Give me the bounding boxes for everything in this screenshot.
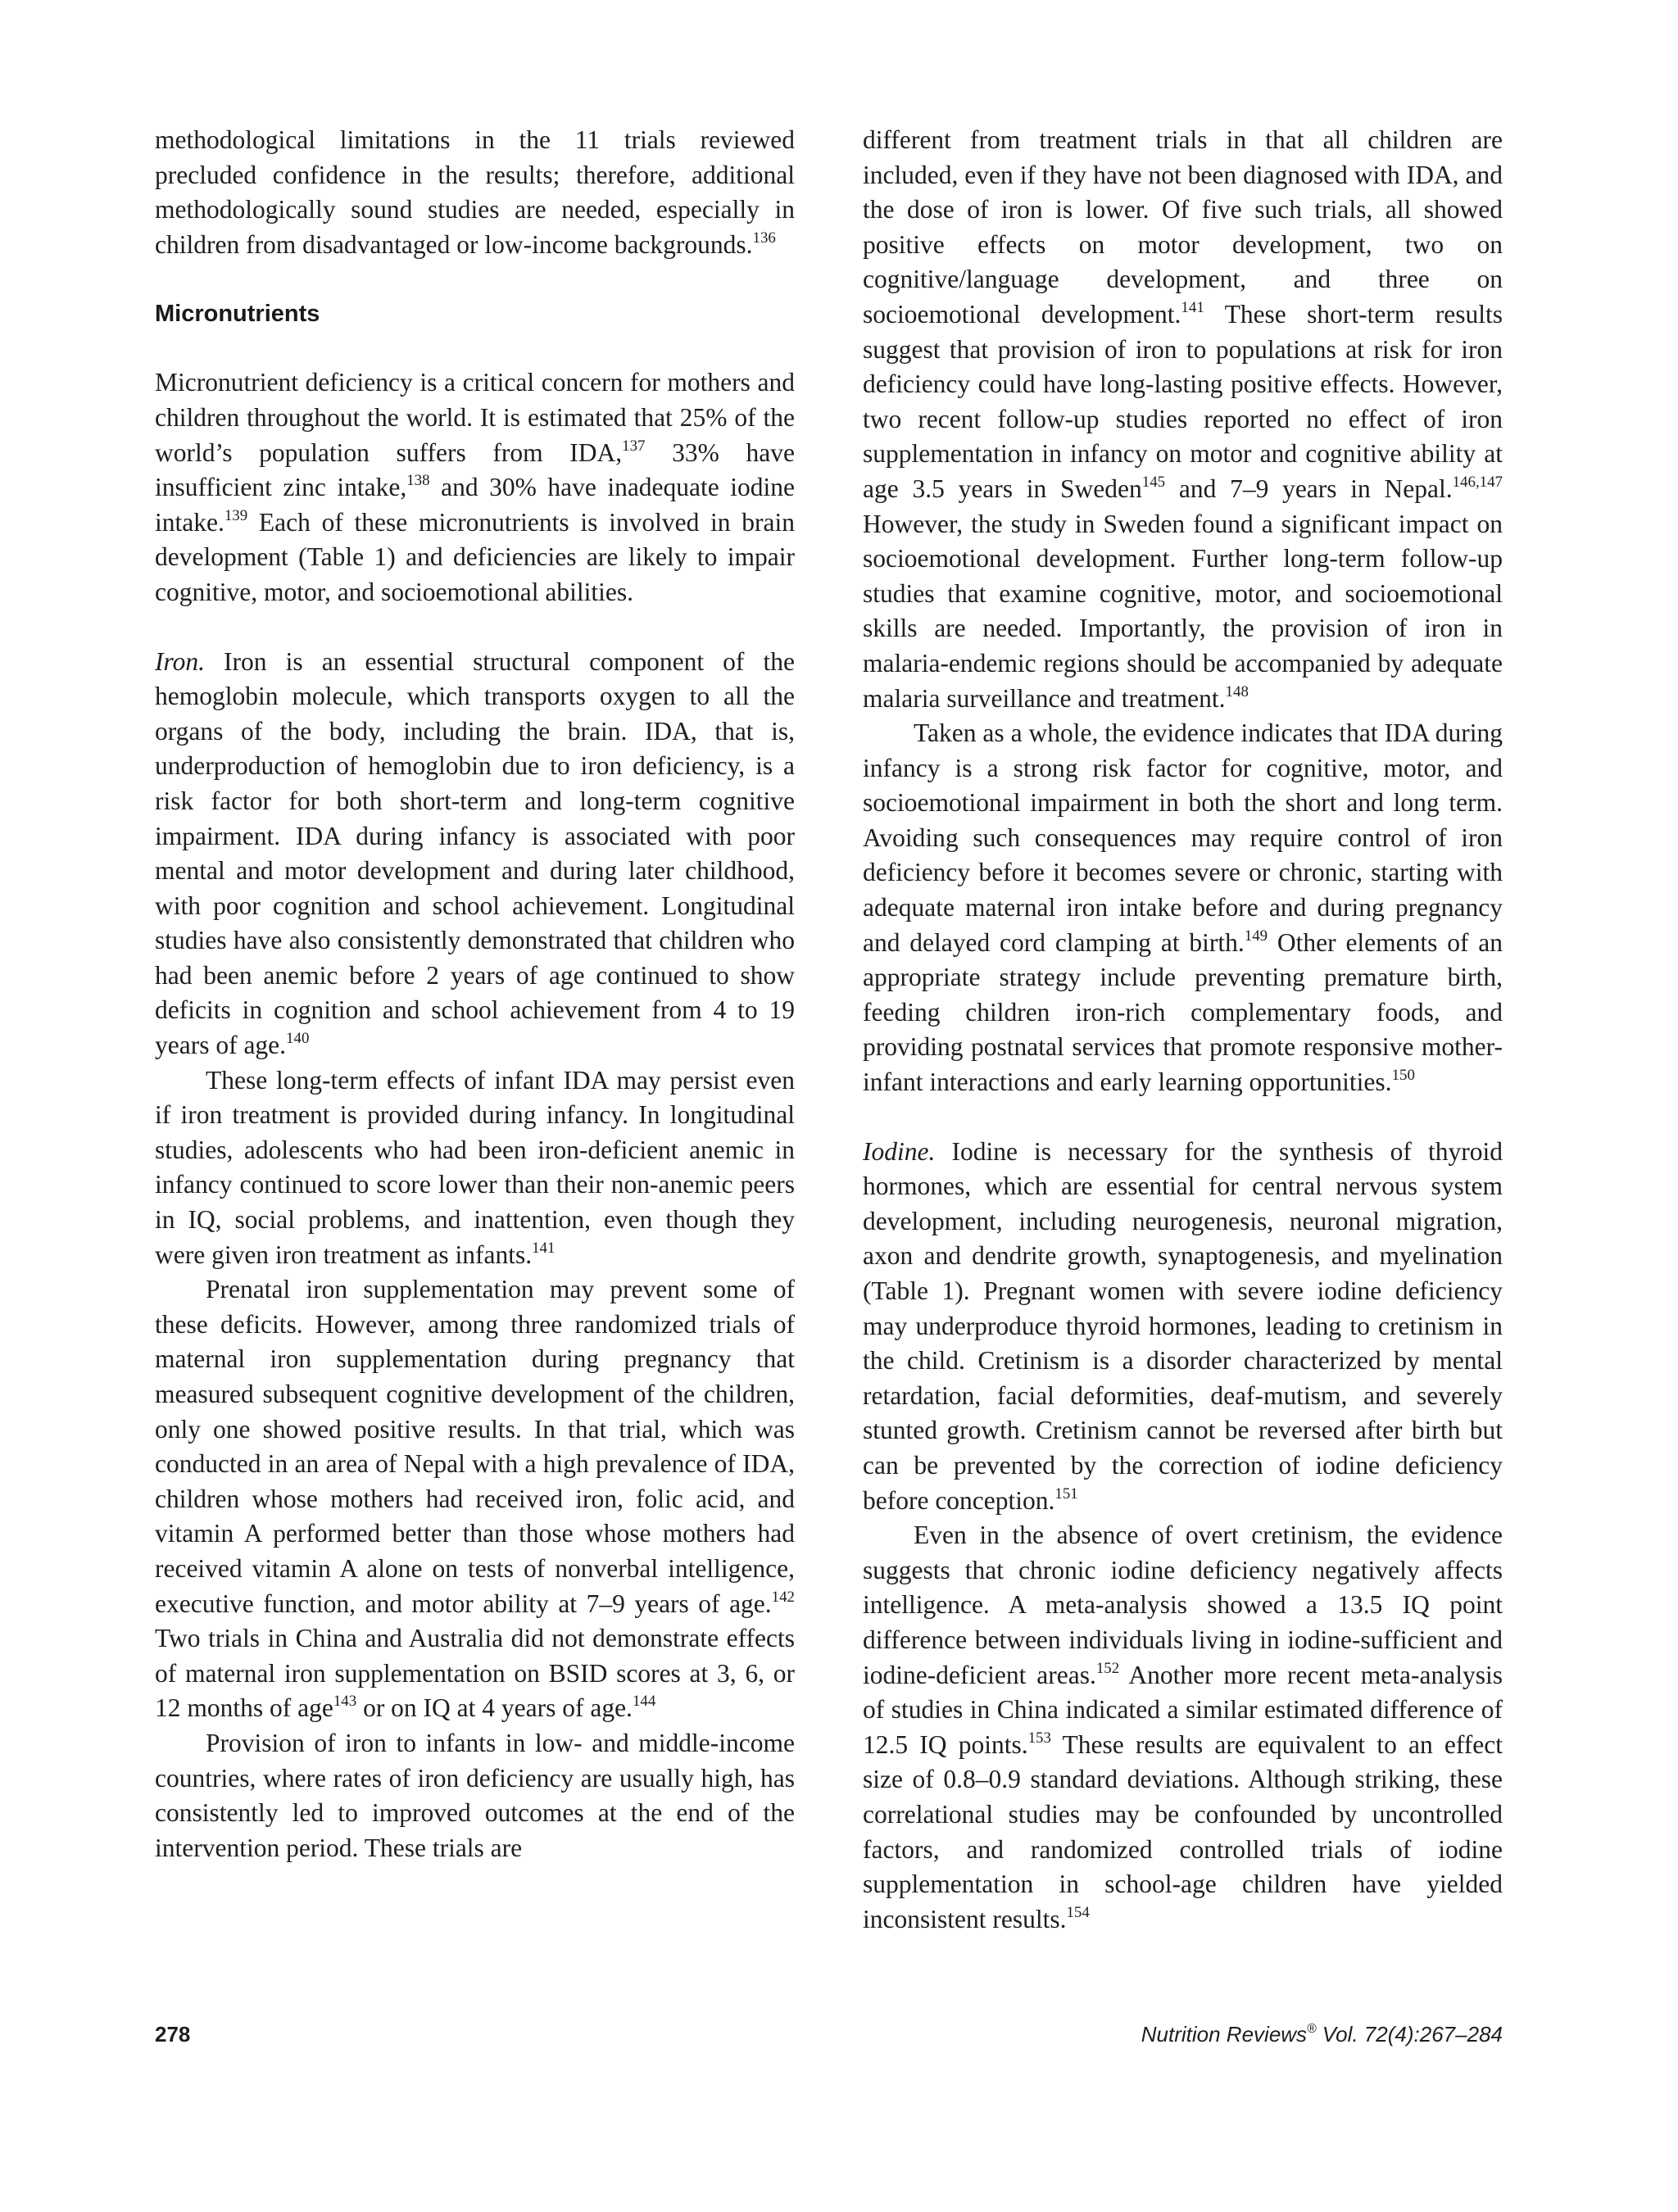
page-number: 278	[155, 2022, 191, 2047]
citation-ref[interactable]: 143	[333, 1693, 357, 1711]
citation-ref[interactable]: 144	[632, 1693, 656, 1711]
left-column	[155, 123, 795, 1865]
citation-ref[interactable]: 150	[1391, 1066, 1415, 1084]
citation-ref[interactable]: 140	[286, 1029, 310, 1047]
citation-ref[interactable]: 145	[1141, 473, 1166, 491]
citation-ref[interactable]: 154	[1066, 1903, 1090, 1921]
citation-ref[interactable]: 141	[532, 1239, 556, 1257]
section-heading: Micronutrients	[155, 301, 320, 328]
citation-ref[interactable]: 139	[224, 506, 248, 524]
citation-ref[interactable]: 141	[1181, 298, 1204, 316]
paragraph-long-term-effects: These long-term effects of infant IDA may persist even if iron treatment is provided during infancy. In longitudinal studies, adolescents who had been iron-deficient anemic in infancy continued to score lower than their non-anemic peers in IQ, social problems, and inattention, even though they were given iron treatment as infants.$^{141}$	[155, 1065, 795, 1269]
paragraph-micronutrients: Micronutrient deficiency is a critical concern for mothers and children throughout the world. It is estimated that 25% of the world’s population suffers from IDA,$^{137}$ 33% have insufficient zinc intake,$^{138}$ and 30% have inadequate iodine intake.$^{139}$ Each of these micronutrients is involved in brain development (Table 1) and deficiencies are likely to impair cognitive, motor, and socioemotional abilities.	[155, 368, 795, 606]
right-column	[863, 123, 1503, 1937]
run-in-heading: Iron.	[155, 646, 205, 676]
journal-citation: Nutrition Reviews® Vol. 72(4):267–284	[1141, 2022, 1503, 2047]
citation-ref[interactable]: 138	[406, 471, 430, 489]
paragraph-trials-continued: different from treatment trials in that all children are included, even if they have not been diagnosed with IDA, and the dose of iron is lower. Of five such trials, all showed positive effects on motor development, two on cognitive/language development, and three on socioemotional development.$^{141}$ These short-term results suggest that provision of iron to populations at risk for iron deficiency could have long-lasting positive effects. However, two recent follow-up studies reported no effect of iron supplementation in infancy on motor and cognitive ability at age 3.5 years in Sweden$^{145}$ and 7–9 years in Nepal.$^{146,147}$ However, the study in Sweden found a significant impact on socioemotional development. Further long-term follow-up studies that examine cognitive, motor, and socioemotional skills are needed. Importantly, the provision of iron in malaria-endemic regions should be accompanied by adequate malaria surveillance and treatment.$^{148}$	[863, 125, 1503, 713]
paragraph-iron-summary: Taken as a whole, the evidence indicates that IDA during infancy is a strong risk factor for cognitive, motor, and socioemotional impairment in both the short and long term. Avoiding such consequences may require control of iron deficiency before it becomes severe or chronic, starting with adequate maternal iron intake before and during pregnancy and delayed cord clamping at birth.$^{149}$ Other elements of an appropriate strategy include preventing premature birth, feeding children iron-rich complementary foods, and providing postnatal services that promote responsive mother-infant interactions and early learning opportunities.$^{150}$	[863, 718, 1503, 1097]
run-in-heading: Iodine.	[863, 1136, 936, 1166]
paragraph-prenatal-iron: Prenatal iron supplementation may prevent some of these deficits. However, among three randomized trials of maternal iron supplementation during pregnancy that measured subsequent cognitive development of the children, only one showed positive results. In that trial, which was conducted in an area of Nepal with a high prevalence of IDA, children whose mothers had received iron, folic acid, and vitamin A performed better than those whose mothers had received vitamin A alone on tests of nonverbal intelligence, executive function, and motor ability at 7–9 years of age.$^{142}$ Two trials in China and Australia did not demonstrate effects of maternal iron supplementation on BSID scores at 3, 6, or 12 months of age$^{143}$ or on IQ at 4 years of age.$^{144}$	[155, 1275, 795, 1723]
citation-ref[interactable]: 151	[1054, 1484, 1078, 1503]
citation-ref[interactable]: 153	[1027, 1729, 1051, 1747]
paragraph-iodine-intelligence: Even in the absence of overt cretinism, the evidence suggests that chronic iodine deficiency negatively affects intelligence. A meta-analysis showed a 13.5 IQ point difference between individuals living in iodine-sufficient and iodine-deficient areas.$^{152}$ Another more recent meta-analysis of studies in China indicated a similar estimated difference of 12.5 IQ points.$^{153}$ These results are equivalent to an effect size of 0.8–0.9 standard deviations. Although striking, these correlational studies may be confounded by uncontrolled factors, and randomized controlled trials of iodine supplementation in school-age children have yielded inconsistent results.$^{154}$	[863, 1521, 1503, 1933]
citation-ref[interactable]: 152	[1095, 1659, 1120, 1677]
citation-ref[interactable]: 148	[1225, 682, 1249, 700]
citation-ref[interactable]: 146,147	[1452, 473, 1503, 491]
citation-ref[interactable]: 149	[1244, 927, 1268, 945]
citation-ref[interactable]: 136	[752, 229, 776, 247]
citation-ref[interactable]: 137	[622, 437, 646, 455]
paragraph-iron: Iron. Iron is an essential structural component of the hemoglobin molecule, which transports oxygen to all the organs of the body, including the brain. IDA, that is, underproduction of hemoglobin due to iron deficiency, is a risk factor for both short-term and long-term cognitive impairment. IDA during infancy is associated with poor mental and motor development and during later childhood, with poor cognition and school achievement. Longitudinal studies have also consistently demonstrated that children who had been anemic before 2 years of age continued to show deficits in cognition and school achievement from 4 to 19 years of age.$^{140}$	[155, 646, 795, 1060]
paragraph-continued: methodological limitations in the 11 trials reviewed precluded confidence in the results; therefore, additional methodologically sound studies are needed, especially in children from disadvantaged or low-income backgrounds.$^{136}$	[155, 125, 795, 259]
paragraph-iodine: Iodine. Iodine is necessary for the synthesis of thyroid hormones, which are essential for central nervous system development, including neurogenesis, neuronal migration, axon and dendrite growth, synaptogenesis, and myelination (Table 1). Pregnant women with severe iodine deficiency may underproduce thyroid hormones, leading to cretinism in the child. Cretinism is a disorder characterized by mental retardation, facial deformities, deaf-mutism, and severely stunted growth. Cretinism cannot be reversed after birth but can be prevented by the correction of iodine deficiency before conception.$^{151}$	[863, 1136, 1503, 1515]
citation-ref[interactable]: 142	[771, 1588, 795, 1606]
paragraph-infant-iron: Provision of iron to infants in low- and middle-income countries, where rates of iron deficiency are usually high, has consistently led to improved outcomes at the end of the intervention period. These trials are	[155, 1728, 795, 1862]
